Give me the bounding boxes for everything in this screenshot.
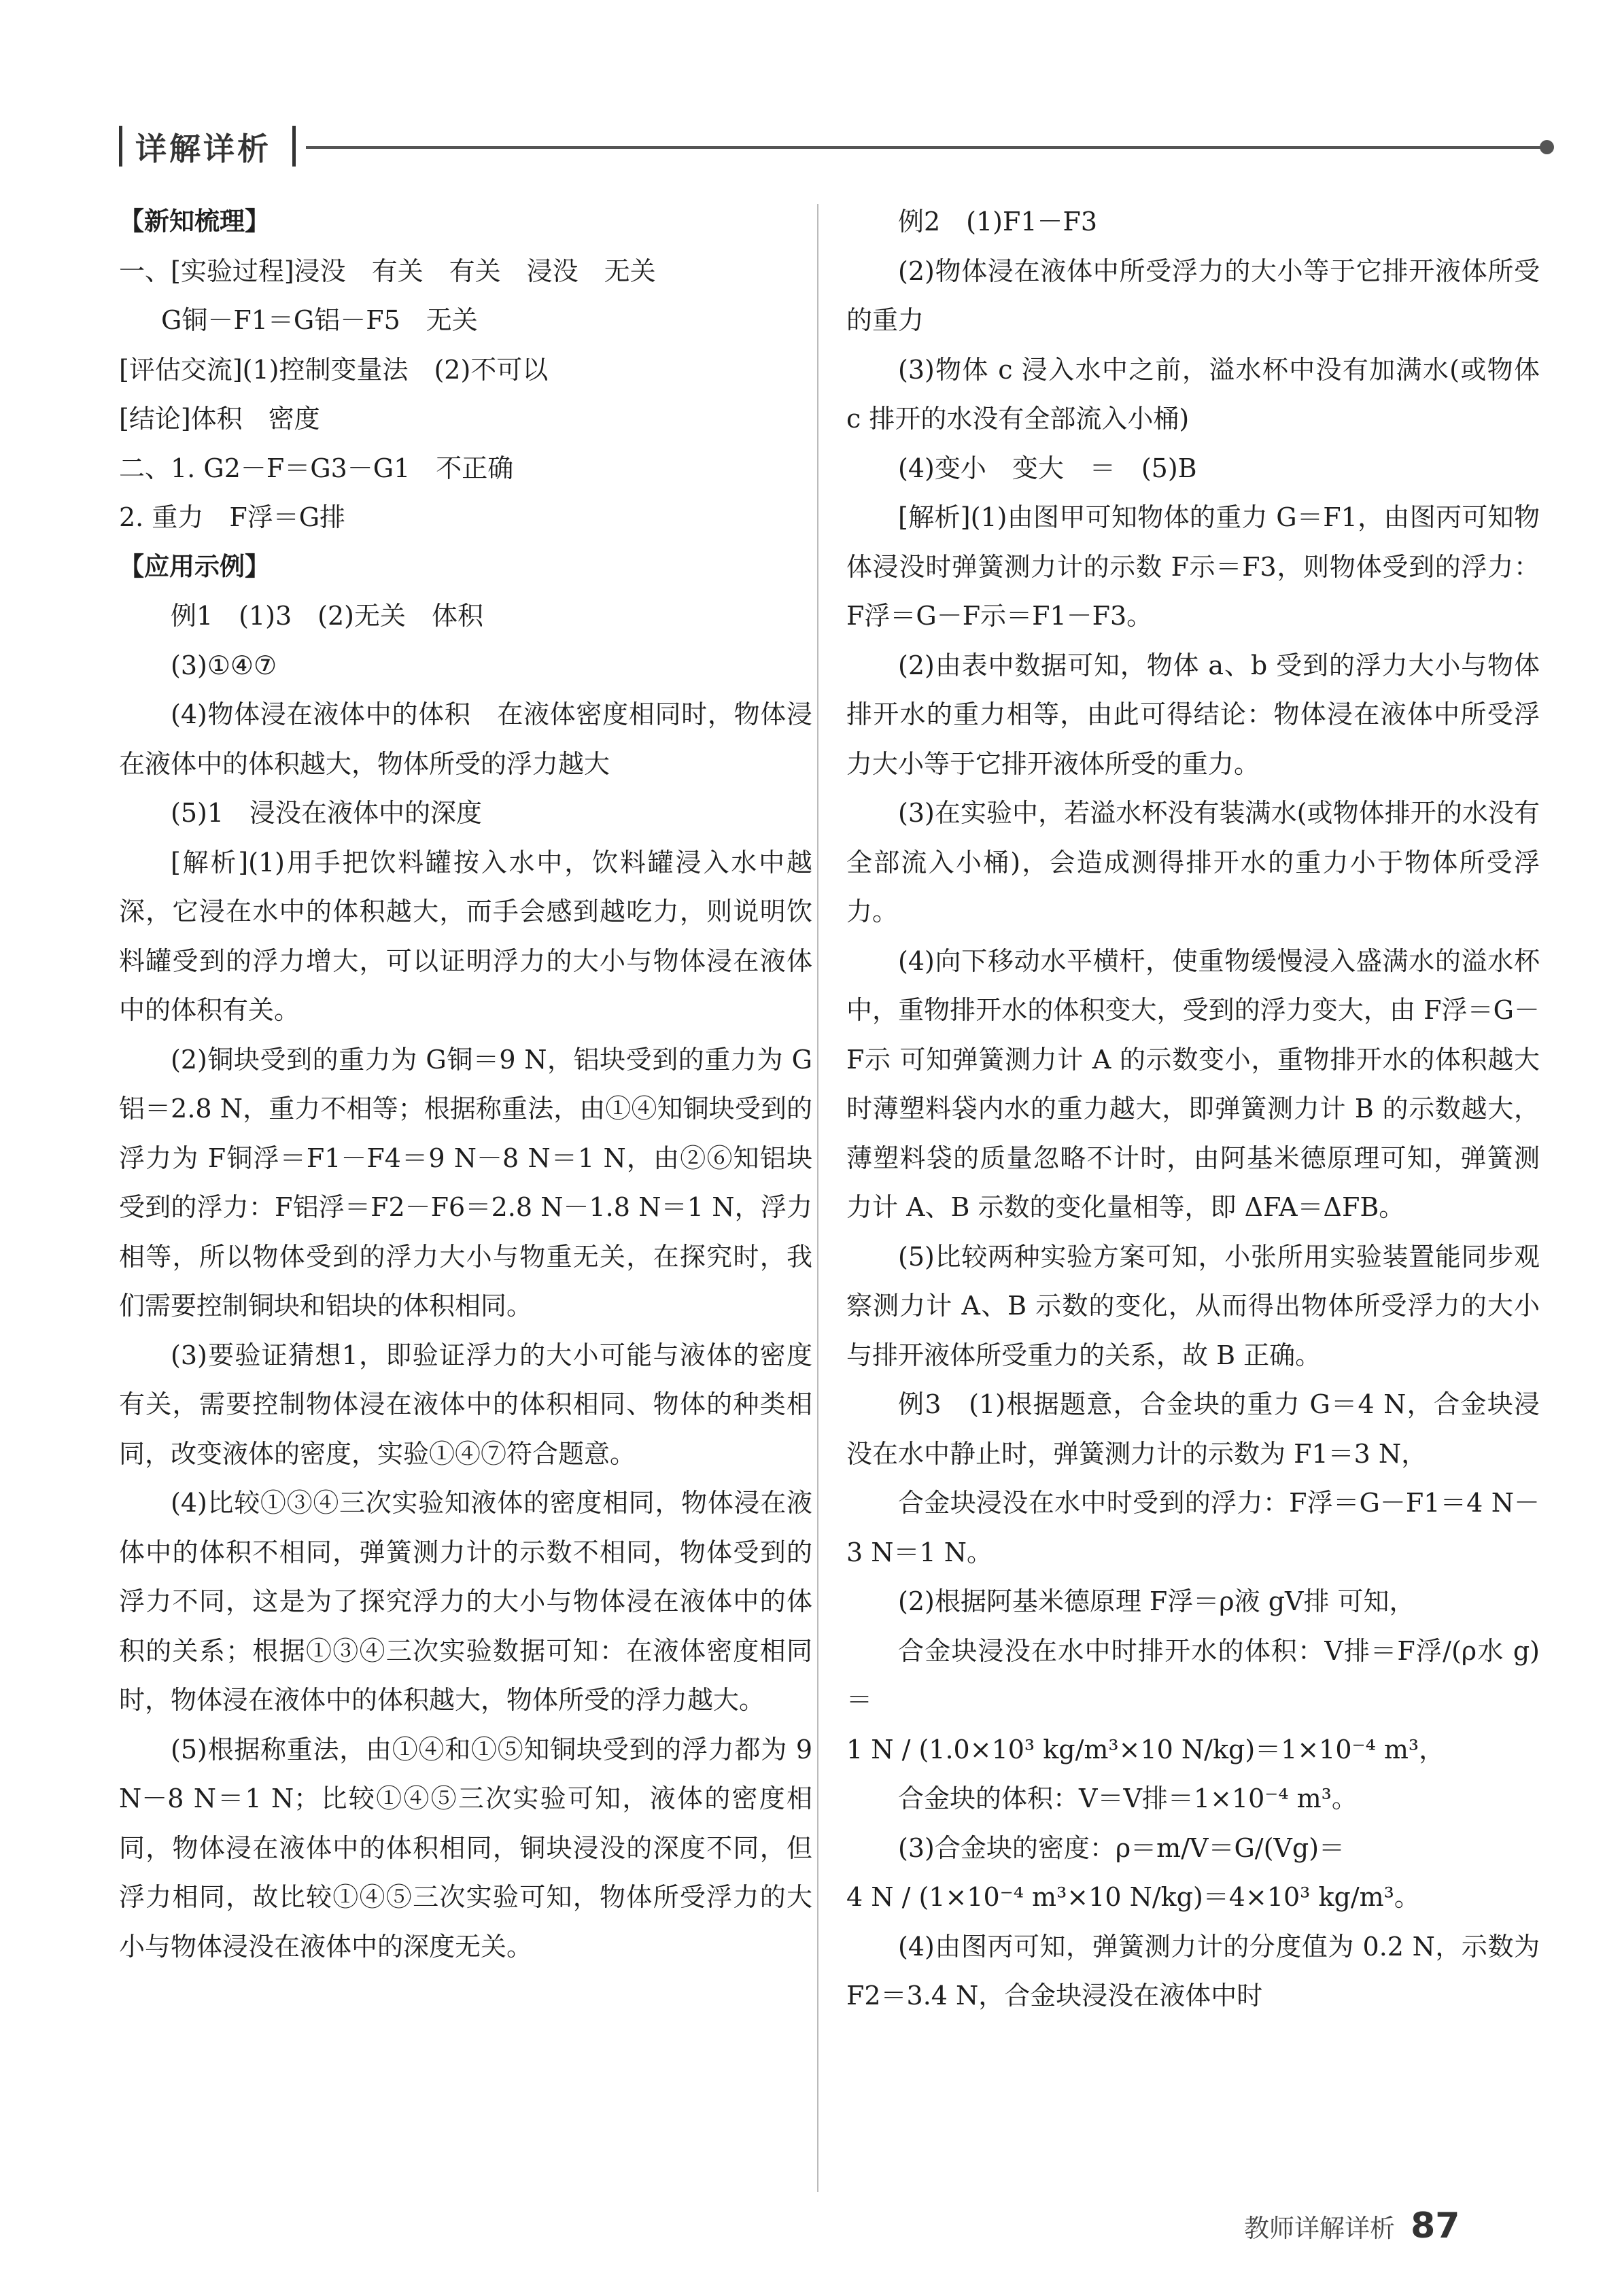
header-title: 详解详析 <box>135 131 271 167</box>
paragraph: 2. 重力 F浮＝G排 <box>119 502 346 532</box>
paragraph: (3)①④⑦ <box>171 650 277 680</box>
paragraph: [评估交流](1)控制变量法 (2)不可以 <box>119 354 549 385</box>
paragraph: 合金块浸没在水中时排开水的体积：V排＝F浮/(ρ水 g)＝ <box>846 1635 1540 1715</box>
paragraph: (5)根据称重法，由①④和①⑤知铜块受到的浮力都为 9 N－8 N＝1 N；比较①④⑤三次实验可知，液体的密度相同，物体浸在液体中的体积相同，铜块浸没的深度不同，但浮力相同，故比较①④⑤三次实验可知，物体所受浮力的大小与物体浸没在液体中的深度无关。 <box>119 1734 812 1962</box>
left-column <box>119 197 812 1971</box>
paragraph: (4)向下移动水平横杆，使重物缓慢浸入盛满水的溢水杯中，重物排开水的体积变大，受到的浮力变大，由 F浮＝G－F示 可知弹簧测力计 A 的示数变小，重物排开水的体积越大时薄塑料袋内水的重力越大，即弹簧测力计 B 的示数越大，薄塑料袋的质量忽略不计时，由阿基米德原理可知，弹簧测力计 A、B 示数的变化量相等，即 ΔFA＝ΔFB。 <box>846 945 1540 1222</box>
paragraph: G铜－F1＝G铝－F5 无关 <box>161 305 478 335</box>
paragraph: 二、1. G2－F＝G3－G1 不正确 <box>119 453 514 483</box>
paragraph: (3)在实验中，若溢水杯没有装满水(或物体排开的水没有全部流入小桶)，会造成测得排开水的重力小于物体所受浮力。 <box>846 798 1540 926</box>
page-number: 87 <box>1411 2206 1460 2246</box>
paragraph: (5)比较两种实验方案可知，小张所用实验装置能同步观察测力计 A、B 示数的变化，从而得出物体所受浮力的大小与排开液体所受重力的关系，故 B 正确。 <box>846 1241 1540 1370</box>
paragraph: (2)物体浸在液体中所受浮力的大小等于它排开液体所受的重力 <box>846 256 1540 335</box>
paragraph: 合金块的体积：V＝V排＝1×10⁻⁴ m³。 <box>898 1784 1358 1813</box>
paragraph: 合金块浸没在水中时受到的浮力：F浮＝G－F1＝4 N－3 N＝1 N。 <box>846 1488 1540 1567</box>
header-rule-dot <box>1540 140 1554 154</box>
paragraph: 4 N / (1×10⁻⁴ m³×10 N/kg)＝4×10³ kg/m³。 <box>846 1882 1420 1912</box>
footer-label: 教师详解详析 <box>1244 2214 1395 2243</box>
paragraph: (2)根据阿基米德原理 F浮＝ρ液 gV排 可知， <box>898 1586 1415 1616</box>
paragraph: (4)变小 变大 ＝ (5)B <box>898 453 1197 483</box>
paragraph: (4)由图丙可知，弹簧测力计的分度值为 0.2 N，示数为 F2＝3.4 N，合金块浸没在液体中时 <box>846 1931 1540 2011</box>
right-column <box>846 197 1540 2021</box>
paragraph: [解析](1)由图甲可知物体的重力 G＝F1，由图丙可知物体浸没时弹簧测力计的示数 F示＝F3，则物体受到的浮力：F浮＝G－F示＝F1－F3。 <box>846 502 1540 631</box>
paragraph: [解析](1)用手把饮料罐按入水中，饮料罐浸入水中越深，它浸在水中的体积越大，而手会感到越吃力，则说明饮料罐受到的浮力增大，可以证明浮力的大小与物体浸在液体中的体积有关。 <box>119 847 812 1025</box>
paragraph: 一、[实验过程]浸没 有关 有关 浸没 无关 <box>119 256 656 286</box>
paragraph: 例3 (1)根据题意，合金块的重力 G＝4 N，合金块浸没在水中静止时，弹簧测力计的示数为 F1＝3 N， <box>846 1389 1540 1469</box>
paragraph: (2)由表中数据可知，物体 a、b 受到的浮力大小与物体排开水的重力相等，由此可得结论：物体浸在液体中所受浮力大小等于它排开液体所受的重力。 <box>846 650 1540 779</box>
paragraph: 1 N / (1.0×10³ kg/m³×10 N/kg)＝1×10⁻⁴ m³， <box>846 1734 1445 1764</box>
section-heading: 【应用示例】 <box>119 551 270 581</box>
paragraph: 例1 (1)3 (2)无关 体积 <box>171 601 484 631</box>
header-left-bar <box>119 126 122 167</box>
paragraph: (4)物体浸在液体中的体积 在液体密度相同时，物体浸在液体中的体积越大，物体所受的浮力越大 <box>119 699 812 779</box>
paragraph: (5)1 浸没在液体中的深度 <box>171 798 483 828</box>
paragraph: (2)铜块受到的重力为 G铜＝9 N，铝块受到的重力为 G铝＝2.8 N，重力不相等；根据称重法，由①④知铜块受到的浮力为 F铜浮＝F1－F4＝9 N－8 N＝1 N，由②⑥知铝块受到的浮力：F铝浮＝F2－F6＝2.8 N－1.8 N＝1 N，浮力相等，所以物体受到的浮力大小与物重无关，在探究时，我们需要控制铜块和铝块的体积相同。 <box>119 1044 812 1321</box>
paragraph: (3)物体 c 浸入水中之前，溢水杯中没有加满水(或物体 c 排开的水没有全部流入小桶) <box>846 354 1540 434</box>
paragraph: (4)比较①③④三次实验知液体的密度相同，物体浸在液体中的体积不相同，弹簧测力计的示数不相同，物体受到的浮力不同，这是为了探究浮力的大小与物体浸在液体中的体积的关系；根据①③④三次实验数据可知：在液体密度相同时，物体浸在液体中的体积越大，物体所受的浮力越大。 <box>119 1488 812 1715</box>
page-header <box>119 119 1441 173</box>
header-right-bar <box>292 126 296 167</box>
paragraph: (3)要验证猜想1，即验证浮力的大小可能与液体的密度有关，需要控制物体浸在液体中的体积相同、物体的种类相同，改变液体的密度，实验①④⑦符合题意。 <box>119 1340 812 1469</box>
paragraph: 例2 (1)F1－F3 <box>898 207 1098 237</box>
column-divider <box>817 204 818 2192</box>
paragraph: [结论]体积 密度 <box>119 404 320 434</box>
paragraph: (3)合金块的密度：ρ＝m/V＝G/(Vg)＝ <box>898 1832 1345 1863</box>
page-footer <box>1244 2206 1460 2253</box>
header-rule <box>306 146 1543 149</box>
section-heading: 【新知梳理】 <box>119 207 270 236</box>
